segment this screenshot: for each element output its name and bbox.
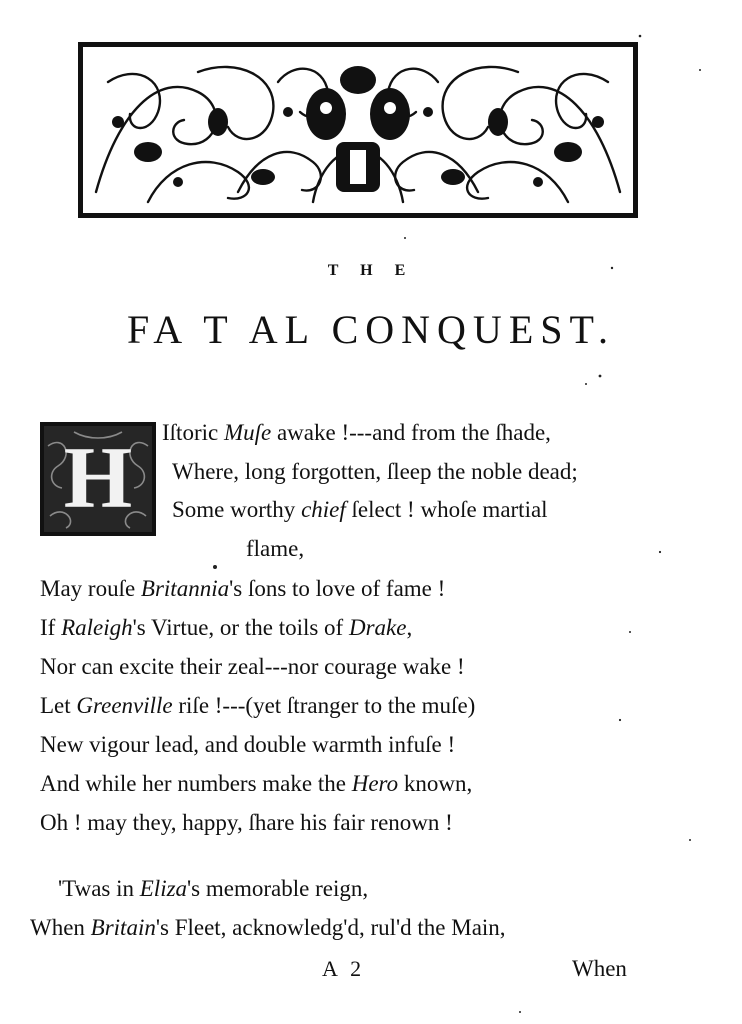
italic-word: Drake	[348, 615, 407, 640]
verse-line	[172, 497, 548, 523]
verse-text: If	[40, 615, 62, 640]
verse-text: New vigour lead, and double warmth infuſe !	[40, 732, 456, 757]
verse-text: 's ſons to love of fame !	[229, 576, 446, 601]
verse-line	[172, 459, 578, 485]
italic-word: Britannia	[140, 576, 230, 601]
italic-word: Hero	[351, 771, 399, 796]
verse-text: 's memorable reign,	[187, 876, 369, 901]
verse-line	[40, 615, 412, 641]
verse-text: Iſtoric	[162, 420, 224, 445]
verse-line	[58, 876, 368, 902]
decorated-initial	[40, 422, 156, 536]
signature-mark: A 2	[322, 956, 366, 981]
verse-line	[162, 420, 551, 446]
verse-line	[40, 732, 455, 758]
italic-word: Britain	[90, 915, 156, 940]
verse-text: Some worthy	[172, 497, 302, 522]
italic-word: Eliza	[139, 876, 188, 901]
verse-text: 's Fleet, acknowledg'd, rul'd the Main,	[155, 915, 506, 940]
catchword: When	[572, 956, 627, 981]
initial-letter: H	[63, 430, 133, 527]
verse-text: When	[30, 915, 91, 940]
verse-line	[246, 536, 304, 562]
verse-text: ſelect ! whoſe martial	[345, 497, 548, 522]
verse-text: 'Twas in	[58, 876, 140, 901]
foliage-ornament-icon	[88, 52, 628, 208]
verse-text: flame,	[246, 536, 305, 561]
verse-text: known,	[398, 771, 473, 796]
verse-text: riſe !---(yet ſtranger to the muſe)	[172, 693, 476, 718]
verse-text: May rouſe	[40, 576, 141, 601]
verse-line	[40, 771, 472, 797]
verse-line	[40, 810, 453, 836]
verse-text: Where, long forgotten, ſleep the noble dead;	[172, 459, 578, 484]
verse-text: awake !---and from the ſhade,	[271, 420, 551, 445]
italic-word: Muſe	[223, 420, 272, 445]
verse-line	[30, 915, 506, 941]
italic-word: chief	[301, 497, 346, 522]
verse-text: 's Virtue, or the toils of	[132, 615, 349, 640]
verse-text: ,	[406, 615, 413, 640]
verse-line	[40, 693, 475, 719]
italic-word: Greenville	[76, 693, 173, 718]
verse-text: Oh ! may they, happy, ſhare his fair renown !	[40, 810, 453, 835]
woodcut-headpiece-ornament	[78, 42, 638, 218]
verse-line	[40, 654, 465, 680]
verse-text: And while her numbers make the	[40, 771, 352, 796]
verse-line	[40, 576, 445, 602]
page-title: FA T AL CONQUEST.	[127, 307, 615, 352]
italic-word: Raleigh	[61, 615, 133, 640]
verse-text: Nor can excite their zeal---nor courage wake !	[40, 654, 465, 679]
verse-text: Let	[40, 693, 77, 718]
title-article: T H E	[327, 262, 415, 279]
